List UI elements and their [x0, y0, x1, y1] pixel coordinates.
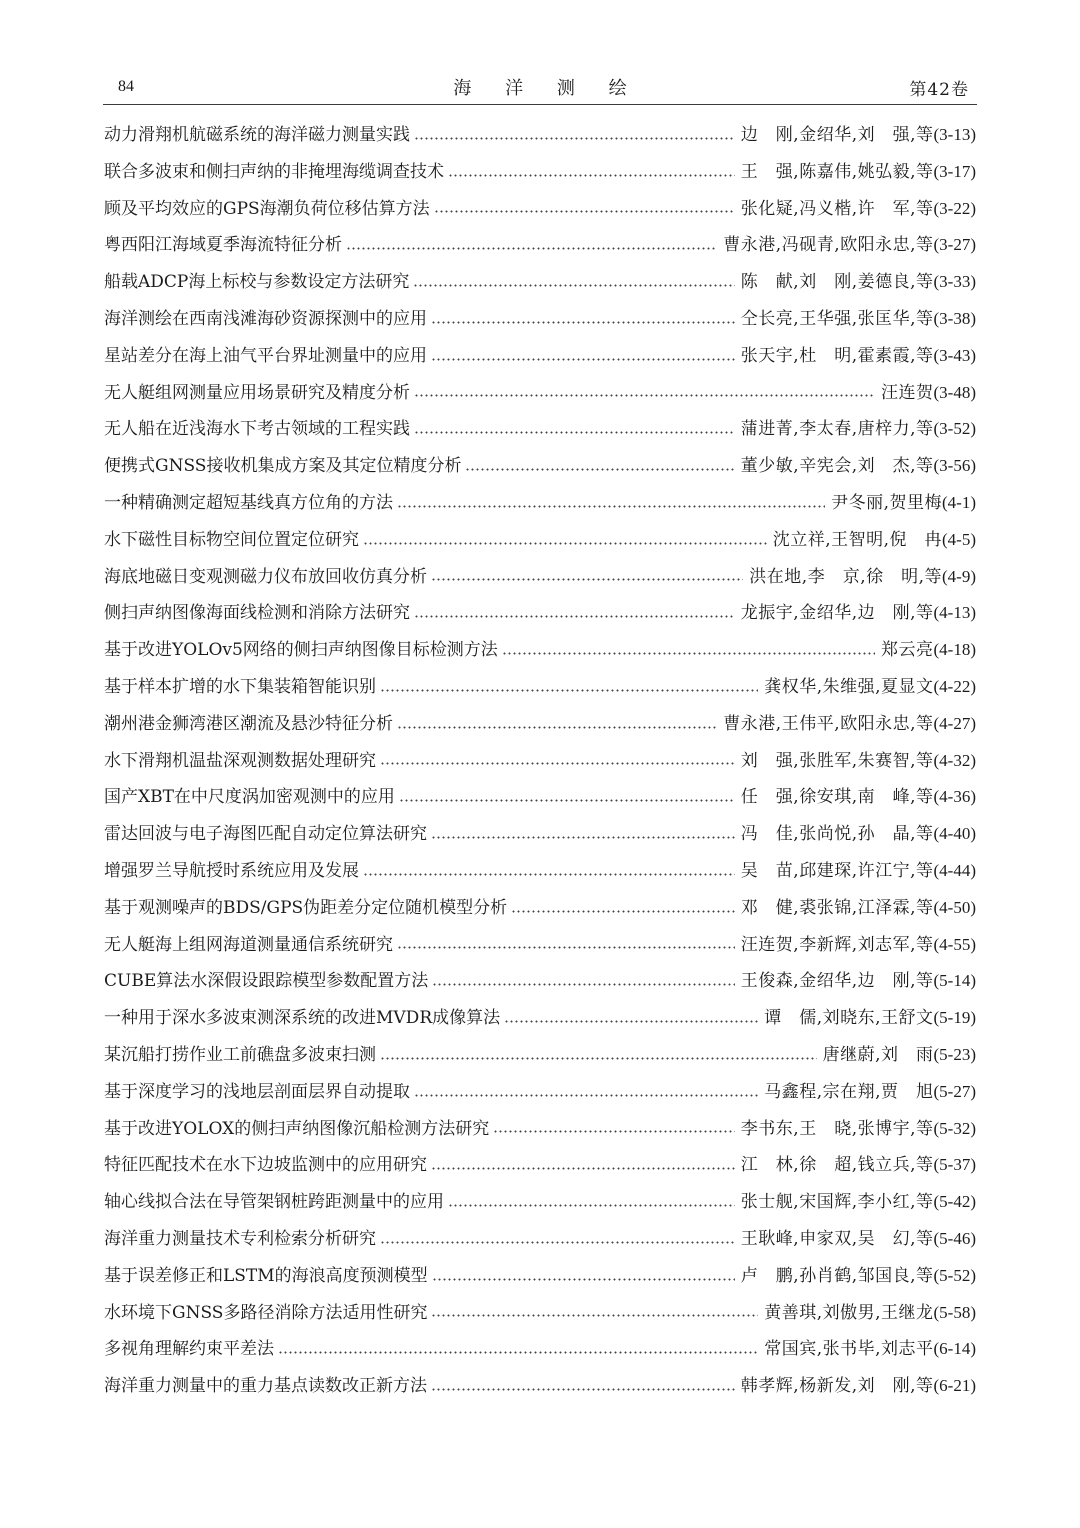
- issue-page-ref: (3-48): [933, 382, 976, 402]
- article-authors: 张士舰,宋国辉,李小红,等: [740, 1192, 934, 1213]
- article-authors: 邓 健,裘张锦,江泽霖,等: [740, 897, 934, 918]
- issue-page-ref: (3-43): [933, 345, 976, 365]
- article-title: 基于观测噪声的BDS/GPS伪距差分定位随机模型分析: [104, 897, 508, 918]
- article-title: 某沉船打捞作业工前礁盘多波束扫测: [104, 1044, 376, 1065]
- dot-leader: [397, 504, 825, 508]
- article-title: 特征匹配技术在水下边坡监测中的应用研究: [104, 1155, 427, 1176]
- article-authors: 唐继蔚,刘 雨: [822, 1044, 934, 1065]
- toc-entry: [104, 338, 976, 375]
- article-authors: 曹永港,王伟平,欧阳永忠,等: [723, 713, 934, 734]
- toc-entry: [104, 1368, 976, 1405]
- toc-entry: [104, 1258, 976, 1295]
- article-title: 轴心线拟合法在导管架钢桩跨距测量中的应用: [104, 1192, 444, 1213]
- issue-page-ref: (3-52): [933, 419, 976, 439]
- article-authors: 曹永港,冯砚青,欧阳永忠,等: [723, 235, 934, 256]
- dot-leader: [431, 1167, 735, 1171]
- issue-page-ref: (4-18): [933, 640, 976, 660]
- issue-page-ref: (4-5): [942, 529, 976, 549]
- dot-leader: [502, 652, 875, 656]
- article-authors: 马鑫程,宗在翔,贾 旭: [764, 1081, 934, 1102]
- toc-entry: [104, 117, 976, 154]
- dot-leader: [414, 136, 735, 140]
- article-title: CUBE算法水深假设跟踪模型参数配置方法: [104, 971, 429, 992]
- dot-leader: [431, 357, 735, 361]
- dot-leader: [431, 1314, 758, 1318]
- toc-entry: [104, 1074, 976, 1111]
- article-title: 水环境下GNSS多路径消除方法适用性研究: [104, 1302, 428, 1323]
- toc-entry: [104, 1111, 976, 1148]
- dot-leader: [380, 762, 735, 766]
- issue-page-ref: (3-27): [933, 235, 976, 255]
- dot-leader: [363, 541, 767, 545]
- article-authors: 黄善琪,刘傲男,王继龙: [764, 1302, 934, 1323]
- journal-title: 海 洋 测 绘: [453, 78, 641, 99]
- toc-entry: [104, 522, 976, 559]
- toc-entry: [104, 927, 976, 964]
- article-authors: 董少敏,辛宪会,刘 杰,等: [740, 456, 934, 477]
- toc-entry: [104, 1331, 976, 1368]
- article-title: 无人船在近浅海水下考古领域的工程实践: [104, 419, 410, 440]
- article-title: 顾及平均效应的GPS海潮负荷位移估算方法: [104, 198, 430, 219]
- issue-page-ref: (3-56): [933, 456, 976, 476]
- toc-entry: [104, 779, 976, 816]
- toc-entry: [104, 411, 976, 448]
- article-title: 潮州港金狮湾港区潮流及悬沙特征分析: [104, 713, 393, 734]
- dot-leader: [397, 946, 735, 950]
- article-authors: 江 林,徐 超,钱立兵,等: [740, 1155, 934, 1176]
- issue-page-ref: (4-50): [933, 897, 976, 917]
- dot-leader: [346, 247, 717, 251]
- toc-entry: [104, 595, 976, 632]
- issue-page-ref: (4-13): [933, 603, 976, 623]
- issue-page-ref: (4-40): [933, 824, 976, 844]
- article-authors: 汪连贺: [881, 382, 934, 403]
- dot-leader: [399, 799, 735, 803]
- table-of-contents: [104, 117, 976, 1405]
- issue-page-ref: (4-9): [942, 566, 976, 586]
- toc-entry: [104, 375, 976, 412]
- issue-page-ref: (4-36): [933, 787, 976, 807]
- issue-page-ref: (3-38): [933, 308, 976, 328]
- dot-leader: [363, 872, 735, 876]
- article-authors: 郑云亮: [881, 640, 934, 661]
- article-title: 无人艇海上组网海道测量通信系统研究: [104, 934, 393, 955]
- toc-entry: [104, 963, 976, 1000]
- dot-leader: [431, 836, 735, 840]
- toc-entry: [104, 1147, 976, 1184]
- toc-entry: [104, 706, 976, 743]
- toc-entry: [104, 301, 976, 338]
- toc-entry: [104, 743, 976, 780]
- article-authors: 王俊森,金绍华,边 刚,等: [740, 971, 934, 992]
- article-authors: 王耿峰,申家双,吴 幻,等: [740, 1228, 934, 1249]
- dot-leader: [431, 578, 743, 582]
- issue-page-ref: (6-14): [933, 1339, 976, 1359]
- article-title: 一种精确测定超短基线真方位角的方法: [104, 492, 393, 513]
- issue-page-ref: (3-33): [933, 272, 976, 292]
- article-title: 海洋重力测量技术专利检索分析研究: [104, 1228, 376, 1249]
- dot-leader: [380, 1056, 817, 1060]
- toc-entry: [104, 1037, 976, 1074]
- issue-page-ref: (4-1): [942, 492, 976, 512]
- toc-entry: [104, 1000, 976, 1037]
- issue-page-ref: (5-19): [933, 1008, 976, 1028]
- dot-leader: [511, 909, 735, 913]
- dot-leader: [431, 320, 735, 324]
- article-title: 水下磁性目标物空间位置定位研究: [104, 529, 359, 550]
- issue-page-ref: (3-17): [933, 161, 976, 181]
- article-title: 便携式GNSS接收机集成方案及其定位精度分析: [104, 456, 462, 477]
- dot-leader: [434, 210, 735, 214]
- article-title: 基于误差修正和LSTM的海浪高度预测模型: [104, 1265, 428, 1286]
- article-title: 水下滑翔机温盐深观测数据处理研究: [104, 750, 376, 771]
- toc-entry: [104, 816, 976, 853]
- article-authors: 沈立祥,王智明,倪 冉: [772, 529, 943, 550]
- article-title: 海洋测绘在西南浅滩海砂资源探测中的应用: [104, 308, 427, 329]
- article-title: 一种用于深水多波束测深系统的改进MVDR成像算法: [104, 1008, 501, 1029]
- article-title: 国产XBT在中尺度涡加密观测中的应用: [104, 787, 395, 808]
- dot-leader: [278, 1351, 758, 1355]
- article-authors: 谭 儒,刘晓东,王舒文: [764, 1008, 934, 1029]
- article-title: 船载ADCP海上标校与参数设定方法研究: [104, 272, 410, 293]
- issue-page-ref: (5-27): [933, 1081, 976, 1101]
- dot-leader: [493, 1130, 735, 1134]
- article-authors: 洪在地,李 京,徐 明,等: [749, 566, 943, 587]
- toc-entry: [104, 485, 976, 522]
- article-title: 雷达回波与电子海图匹配自动定位算法研究: [104, 824, 427, 845]
- issue-page-ref: (3-22): [933, 198, 976, 218]
- article-authors: 卢 鹏,孙肖鹤,邹国良,等: [740, 1265, 934, 1286]
- article-authors: 吴 苗,邱建琛,许江宁,等: [740, 860, 934, 881]
- issue-page-ref: (4-44): [933, 860, 976, 880]
- article-authors: 韩孝辉,杨新发,刘 刚,等: [740, 1376, 934, 1397]
- dot-leader: [448, 1204, 735, 1208]
- article-authors: 冯 佳,张尚悦,孙 晶,等: [740, 824, 934, 845]
- article-authors: 张天宇,杜 明,霍素霞,等: [740, 345, 934, 366]
- dot-leader: [414, 615, 735, 619]
- issue-page-ref: (6-21): [933, 1376, 976, 1396]
- article-title: 星站差分在海上油气平台界址测量中的应用: [104, 345, 427, 366]
- issue-page-ref: (5-32): [933, 1118, 976, 1138]
- article-title: 海底地磁日变观测磁力仪布放回收仿真分析: [104, 566, 427, 587]
- article-authors: 任 强,徐安琪,南 峰,等: [740, 787, 934, 808]
- article-authors: 陈 献,刘 刚,姜德良,等: [740, 272, 934, 293]
- toc-entry: [104, 632, 976, 669]
- dot-leader: [380, 688, 758, 692]
- toc-entry: [104, 1221, 976, 1258]
- article-title: 基于改进YOLOv5网络的侧扫声纳图像目标检测方法: [104, 640, 498, 661]
- dot-leader: [414, 431, 735, 435]
- article-authors: 刘 强,张胜军,朱赛智,等: [740, 750, 934, 771]
- toc-entry: [104, 559, 976, 596]
- article-title: 动力滑翔机航磁系统的海洋磁力测量实践: [104, 125, 410, 145]
- dot-leader: [448, 173, 735, 177]
- running-header: [103, 70, 977, 105]
- issue-page-ref: (5-42): [933, 1192, 976, 1212]
- article-title: 侧扫声纳图像海面线检测和消除方法研究: [104, 603, 410, 624]
- toc-entry: [104, 853, 976, 890]
- article-authors: 常国宾,张书毕,刘志平: [764, 1339, 934, 1360]
- article-title: 粤西阳江海域夏季海流特征分析: [104, 235, 342, 256]
- dot-leader: [380, 1240, 735, 1244]
- page-number: 84: [118, 78, 134, 95]
- dot-leader: [414, 1093, 758, 1097]
- dot-leader: [414, 394, 875, 398]
- toc-entry: [104, 1184, 976, 1221]
- article-authors: 龙振宇,金绍华,边 刚,等: [740, 603, 934, 624]
- article-title: 基于样本扩增的水下集装箱智能识别: [104, 676, 376, 697]
- toc-entry: [104, 669, 976, 706]
- article-title: 增强罗兰导航授时系统应用及发展: [104, 860, 359, 881]
- article-authors: 王 强,陈嘉伟,姚弘毅,等: [740, 161, 934, 182]
- issue-page-ref: (4-22): [933, 676, 976, 696]
- issue-page-ref: (5-58): [933, 1302, 976, 1322]
- toc-entry: [104, 264, 976, 301]
- volume-label: 第42卷: [909, 80, 969, 100]
- article-title: 无人艇组网测量应用场景研究及精度分析: [104, 382, 410, 403]
- issue-page-ref: (5-14): [933, 971, 976, 991]
- issue-page-ref: (3-13): [933, 125, 976, 144]
- toc-entry: [104, 191, 976, 228]
- article-title: 联合多波束和侧扫声纳的非掩埋海缆调查技术: [104, 161, 444, 182]
- article-authors: 张化疑,冯义楷,许 军,等: [740, 198, 934, 219]
- issue-page-ref: (4-32): [933, 750, 976, 770]
- toc-entry: [104, 1295, 976, 1332]
- article-title: 基于改进YOLOX的侧扫声纳图像沉船检测方法研究: [104, 1118, 490, 1139]
- article-authors: 汪连贺,李新辉,刘志军,等: [740, 934, 934, 955]
- article-title: 基于深度学习的浅地层剖面层界自动提取: [104, 1081, 410, 1102]
- article-authors: 边 刚,金绍华,刘 强,等: [740, 125, 934, 145]
- article-title: 海洋重力测量中的重力基点读数改正新方法: [104, 1376, 427, 1397]
- article-authors: 蒲进菁,李太春,唐梓力,等: [740, 419, 934, 440]
- issue-page-ref: (5-23): [933, 1044, 976, 1064]
- toc-entry: [104, 154, 976, 191]
- dot-leader: [432, 983, 735, 987]
- dot-leader: [431, 1387, 735, 1391]
- issue-page-ref: (5-52): [933, 1265, 976, 1285]
- toc-entry: [104, 227, 976, 264]
- dot-leader: [413, 284, 734, 288]
- article-authors: 龚权华,朱维强,夏显文: [764, 676, 934, 697]
- dot-leader: [432, 1277, 735, 1281]
- toc-entry: [104, 448, 976, 485]
- issue-page-ref: (4-55): [933, 934, 976, 954]
- issue-page-ref: (5-37): [933, 1155, 976, 1175]
- dot-leader: [397, 725, 717, 729]
- dot-leader: [465, 468, 734, 472]
- article-authors: 李书东,王 晓,张博宇,等: [740, 1118, 934, 1139]
- issue-page-ref: (4-27): [933, 713, 976, 733]
- article-authors: 仝长亮,王华强,张匡华,等: [740, 308, 934, 329]
- article-authors: 尹冬丽,贺里梅: [831, 492, 943, 513]
- toc-entry: [104, 890, 976, 927]
- issue-page-ref: (5-46): [933, 1228, 976, 1248]
- dot-leader: [504, 1020, 758, 1024]
- article-title: 多视角理解约束平差法: [104, 1339, 274, 1360]
